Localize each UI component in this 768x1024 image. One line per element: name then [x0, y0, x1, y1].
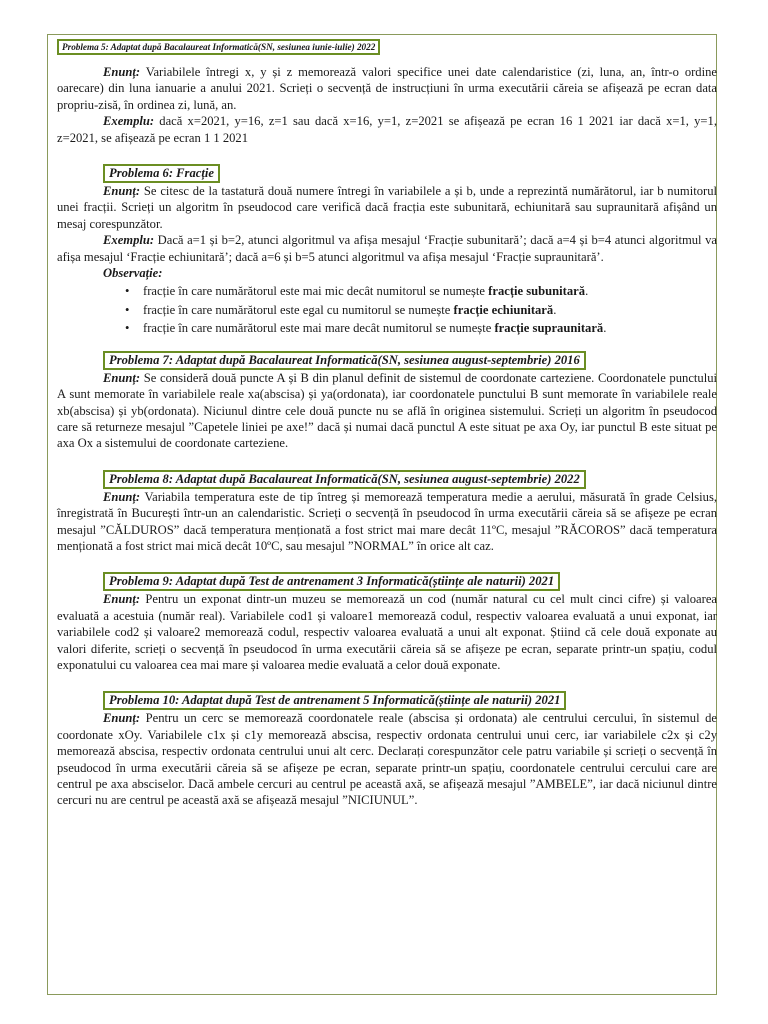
statement-text: Variabilele întregi x, y și z memorează valori specifice unei date calendaristice (zi, luna, an, într-o ordine oarecare) din luna ianuarie a anului 2021. Scrieți o secvență de instrucțiuni în urma executării căreia se afișează pe ecran data propriu-zisă, în ordinea zi, lună, an.: [57, 65, 717, 112]
statement-text: Pentru un cerc se memorează coordonatele reale (abscisa și ordonata) ale centrului cercului, în sistemul de coordonate xOy. Variabilele c1x și c1y memorează abscisa, respectiv ordonata centrului unui cerc, iar variabilele c2x și c2y memorează abscisa, respectiv ordonata centrului unui alt cerc. Declarați corespunzător cele patru variabile și scrieți o secvență în pseudocod în urma executării căreia să se afișeze pe ecran, separate printr-un spațiu, coordonatele centrului cercului care are centrul pe axa absciselor. Dacă ambele cercuri au centrul pe această axă, se afișează mesajul ”AMBELE”, iar dacă niciunul dintre cercuri nu are centrul pe această axă se afișează mesajul ”NICIUNUL”.: [57, 711, 717, 808]
exemplu-label: Exemplu:: [103, 233, 155, 248]
statement-text: Se citesc de la tastatură două numere întregi în variabilele a și b, unde a reprezintă numărătorul, iar b numitorul unei fracții. Scrieți un algoritm în pseudocod care verifică dacă fracția este subunitară, echiunitară sau supraunitară afișând un mesaj corespunzător.: [57, 184, 717, 231]
problem-6-example: [57, 232, 717, 265]
observation-item: • fracție în care numărătorul este mai mare decât numitorul se numește fracție supraunitară.: [143, 320, 717, 336]
problem-7-title: Problema 7: Adaptat după Bacalaureat Informatică(SN, sesiunea august-septembrie) 2016: [103, 351, 586, 370]
problem-5: [57, 38, 717, 146]
observation-item: • fracție în care numărătorul este mai mic decât numitorul se numește fracție subunitară.: [143, 283, 717, 299]
problem-8: [57, 470, 717, 555]
problem-9-title: Problema 9: Adaptat după Test de antrenament 3 Informatică(științe ale naturii) 2021: [103, 572, 560, 591]
problem-6-title: Problema 6: Fracție: [103, 164, 220, 183]
enunt-label: Enunț:: [103, 65, 141, 79]
problem-5-example: [57, 113, 717, 146]
example-text: dacă x=2021, y=16, z=1 sau dacă x=16, y=1, z=2021 se afișează pe ecran 16 1 2021 iar dacă x=1, y=1, z=2021, se afișează pe ecran 1 1 2021: [57, 114, 717, 145]
problem-10: [57, 691, 717, 808]
enunt-label: Enunț:: [103, 184, 141, 199]
problem-8-title: Problema 8: Adaptat după Bacalaureat Informatică(SN, sesiunea august-septembrie) 2022: [103, 470, 586, 489]
problem-6-statement: [57, 183, 717, 232]
problem-9-statement: [57, 591, 717, 673]
enunt-label: Enunț:: [103, 592, 141, 607]
problem-8-statement: [57, 489, 717, 555]
enunt-label: Enunț:: [103, 711, 141, 726]
statement-text: Variabila temperatura este de tip întreg și memorează temperatura medie a aerului, măsurată în grade Celsius, înregistrată în București într-un an calendaristic. Scrieți o secvență în pseudocod în urma executării căreia să se afișeze pe ecran mesajul ”CĂLDUROS” dacă temperatura menționată a fost strict mai mare decât 11ºC, mesajul ”RĂCOROS” dacă temperatura menționată a fost strict mai mică decât 10ºC, sau mesajul ”NORMAL” în orice alt caz.: [57, 489, 717, 553]
enunt-label: Enunț:: [103, 489, 141, 504]
statement-text: Pentru un exponat dintr-un muzeu se memorează un cod (număr natural cu cel mult cinci cifre) și valoarea evaluată a acestuia (număr real). Variabilele cod1 și valoare1 memorează codul, respectiv valoarea evaluată a unui exponat, iar variabilele cod2 și valoare2 memorează codul, respectiv valoarea evaluată a unui alt exponat. Știind că cele două exponate au valori diferite, scrieți o secvență în pseudocod în urma executării căreia să se afișeze pe ecran, separate printr-un spațiu, codul exponatului cu valoarea cea mai mare și valoarea medie evaluată a celor două exponate.: [57, 592, 717, 672]
problem-5-statement: [57, 64, 717, 113]
problem-10-title: Problema 10: Adaptat după Test de antrenament 5 Informatică(științe ale naturii) 2021: [103, 691, 566, 710]
observation-list: [57, 283, 717, 336]
problem-6: [57, 164, 717, 337]
problem-7-statement: [57, 370, 717, 452]
problem-5-title: Problema 5: Adaptat după Bacalaureat Informatică(SN, sesiunea iunie-iulie) 2022: [57, 39, 380, 55]
exemplu-label: Exemplu:: [103, 114, 155, 129]
document-content: [57, 38, 717, 809]
problem-9: [57, 572, 717, 673]
observation-label: Observație:: [103, 266, 163, 281]
statement-text: Se consideră două puncte A și B din planul definit de sistemul de coordonate carteziene. Coordonatele punctului A sunt memorate în variabilele reale xa(abscisa) și ya(ordonata), iar coordonatele punctului B sunt memorate în variabilele reale xb(abscisa) și yb(ordonata). Niciunul dintre cele două puncte nu se află în originea sistemului. Scrieți un algoritm în pseudocod care să returneze mesajul ”Capetele liniei pe axe!” dacă și numai dacă punctul A este situat pe axa Oy, iar punctul B este situat pe axa Ox a sistemului de coordonate carteziene.: [57, 370, 717, 451]
enunt-label: Enunț:: [103, 370, 141, 385]
observation-item: • fracție în care numărătorul este egal cu numitorul se numește fracție echiunitară.: [143, 302, 717, 318]
example-text: Dacă a=1 și b=2, atunci algoritmul va afișa mesajul ‘Fracție subunitară’; dacă a=4 și b=4 atunci algoritmul va afișa mesajul ‘Fracție echiunitară’; dacă a=6 și b=5 atunci algoritmul va afișa mesajul ‘Fracție supraunitară’.: [57, 233, 717, 264]
problem-7: [57, 351, 717, 452]
problem-10-statement: [57, 710, 717, 808]
